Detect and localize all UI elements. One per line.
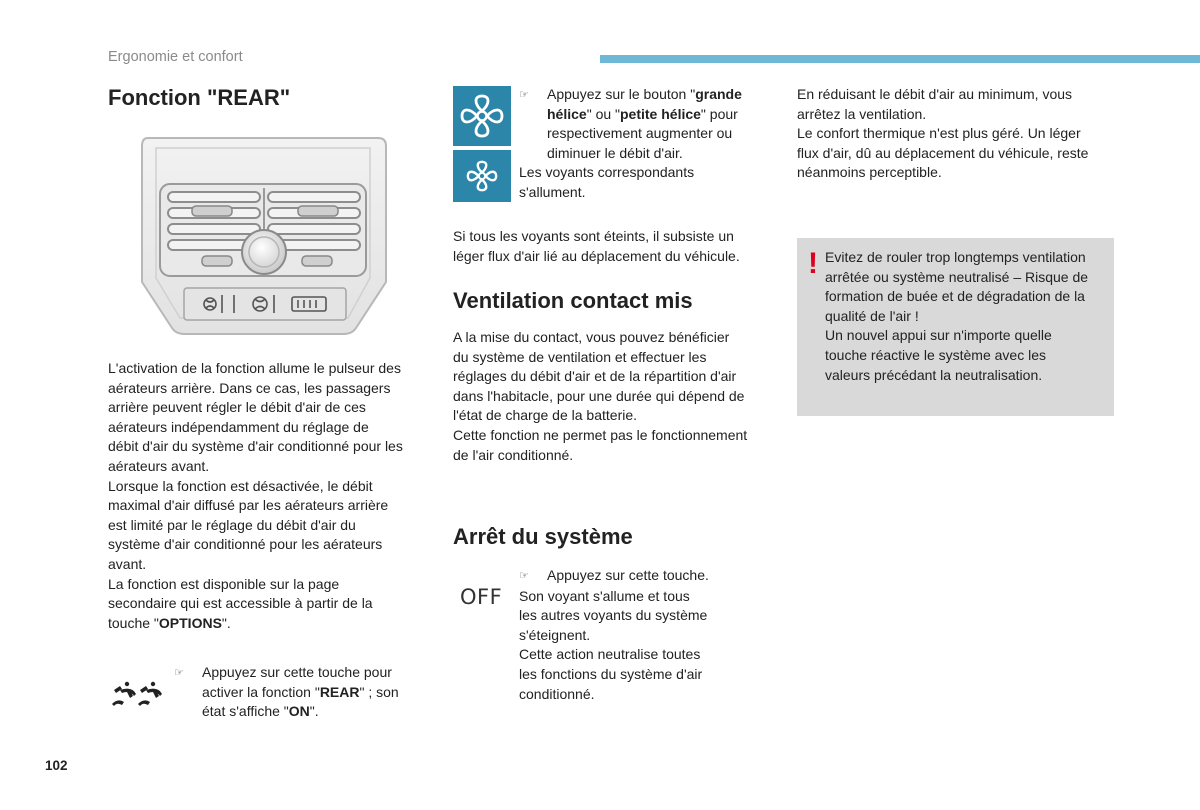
title-ventilation: Ventilation contact mis (453, 288, 693, 313)
title-rear: Fonction "REAR" (108, 85, 291, 110)
text-line: du système de ventilation et effectuer les (453, 348, 707, 365)
text-line: néanmoins perceptible. (797, 164, 942, 181)
text-line: arrière peuvent régler le débit d'air de ces (108, 399, 366, 416)
pointing-hand-icon: ☞ (519, 89, 529, 101)
text-line: touche "OPTIONS". (108, 614, 231, 631)
text-line: conditionné. (519, 685, 595, 702)
text-line: valeurs précédant la neutralisation. (825, 366, 1043, 383)
text-line: Cette action neutralise toutes (519, 646, 701, 663)
text-line: Son voyant s'allume et tous (519, 587, 690, 604)
header-accent-bar (600, 55, 1200, 63)
off-button-label: OFF (460, 585, 503, 609)
text-line: aérateurs indépendamment du réglage de (108, 418, 369, 435)
text-line: de l'air conditionné. (453, 446, 574, 463)
text-line: secondaire qui est accessible à partir de la (108, 595, 373, 612)
page-number: 102 (45, 758, 68, 773)
text-line: avant. (108, 555, 147, 572)
text-line: arrêtée ou système neutralisé – Risque de (825, 268, 1089, 285)
text-line: formation de buée et de dégradation de la (825, 288, 1085, 305)
title-stop: Arrêt du système (453, 524, 633, 549)
text-line: flux d'air, dû au déplacement du véhicule, reste (797, 144, 1089, 161)
text-line: Si tous les voyants sont éteints, il subsiste un (453, 228, 734, 244)
text-line: débit d'air du système d'air conditionné pour les (108, 438, 403, 455)
text-line: Evitez de rouler trop longtemps ventilation (825, 249, 1086, 265)
text-line: A la mise du contact, vous pouvez bénéficier (453, 329, 730, 345)
text-line: Un nouvel appui sur n'importe quelle (825, 327, 1052, 344)
text-line: Cette fonction ne permet pas le fonctionnement (453, 426, 748, 443)
text-line: La fonction est disponible sur la page (108, 575, 340, 592)
text-line: les autres voyants du système (519, 607, 708, 624)
text-line: Le confort thermique n'est plus géré. Un léger (797, 125, 1081, 142)
text-line: système d'air conditionné pour les aérateurs (108, 536, 383, 553)
text-line: dans l'habitacle, pour une durée qui dépend de (453, 387, 745, 404)
text-line: s'éteignent. (519, 626, 591, 643)
text-line: aérateurs avant. (108, 457, 210, 474)
text-line: les fonctions du système d'air (519, 665, 703, 682)
airflow-note (797, 85, 1117, 183)
pointing-hand-icon: ☞ (174, 667, 184, 679)
stop-bullet: ☞ Appuyez sur cette touche. Son voyant s'allume et tous les autres voyants du système s'éteignent. Cette action neutralise toutes les fonctions du système d'air conditionné. (519, 566, 769, 704)
text-line: maximal d'air diffusé par les aérateurs arrière (108, 497, 389, 514)
text-line: aérateurs arrière. Dans ce cas, les passagers (108, 379, 391, 396)
text-line: touche réactive le système avec les (825, 346, 1046, 363)
rear-button-icon (110, 678, 164, 710)
text-line: réglages du débit d'air et de la répartition d'air (453, 368, 737, 385)
warning-icon: ! (808, 247, 818, 280)
text-line: Les voyants correspondants (519, 164, 695, 181)
text-line: s'allument. (519, 183, 586, 200)
small-fan-icon (453, 150, 511, 202)
text-line: En réduisant le débit d'air au minimum, vous (797, 86, 1073, 102)
ventilation-description (453, 328, 773, 465)
text-line: Lorsque la fonction est désactivée, le débit (108, 477, 373, 494)
warning-box (797, 238, 1114, 416)
text-line: arrêtez la ventilation. (797, 105, 927, 122)
section-label: Ergonomie et confort (108, 49, 243, 65)
text-line: L'activation de la fonction allume le pulseur des (108, 360, 401, 376)
rear-description (108, 359, 438, 633)
fan-bullet: ☞ Appuyez sur le bouton "grande hélice" ou "petite hélice" pour respectivement augmenter ou diminuer le débit d'air. Les voyants correspondants s'allument. (519, 85, 769, 203)
rear-bullet: ☞ Appuyez sur cette touche pour activer la fonction "REAR" ; son état s'affiche "ON". (174, 664, 399, 720)
rear-vent-illustration (136, 132, 390, 338)
text-line: léger flux d'air lié au déplacement du véhicule. (453, 247, 740, 264)
text-line: est limité par le réglage du débit d'air du (108, 516, 356, 533)
large-fan-icon (453, 86, 511, 146)
text-line: qualité de l'air ! (825, 307, 919, 324)
text-line: l'état de charge de la batterie. (453, 407, 638, 424)
warning-text (825, 248, 1110, 385)
voyants-note (453, 227, 773, 266)
pointing-hand-icon: ☞ (519, 570, 529, 582)
